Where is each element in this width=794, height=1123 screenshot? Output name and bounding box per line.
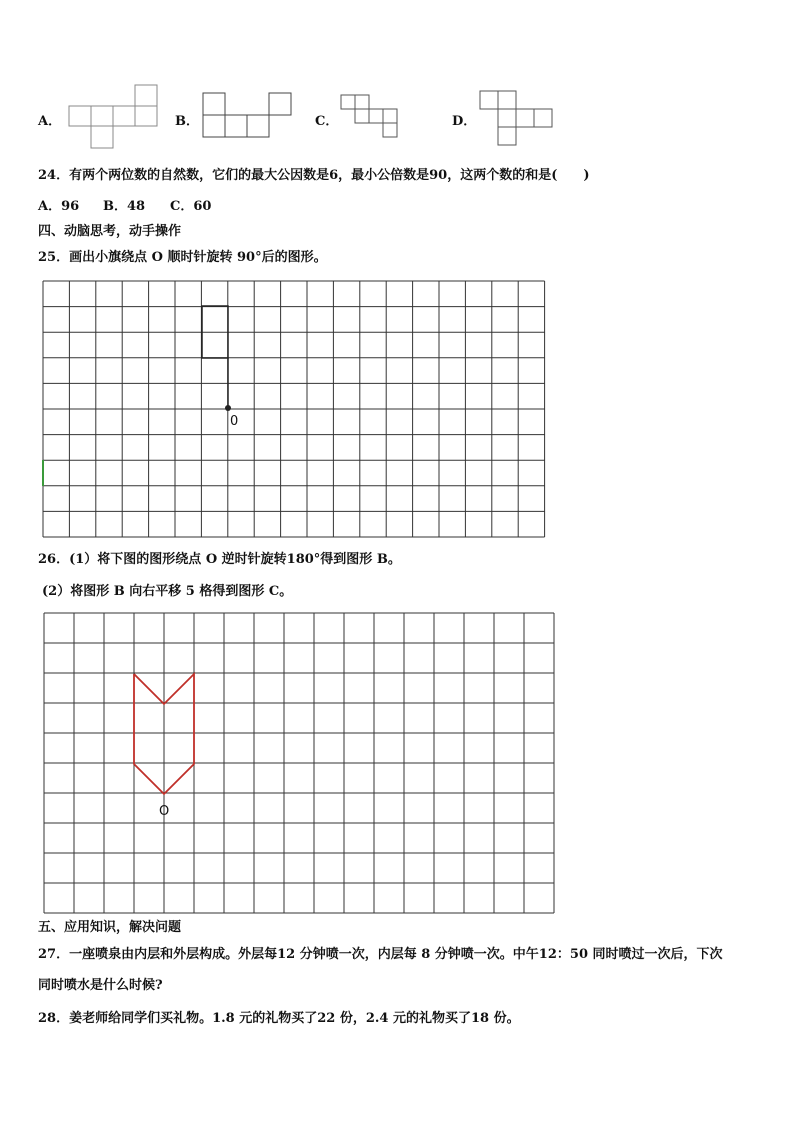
q26-point-label: O bbox=[159, 804, 170, 819]
q24-option-a: A．96 bbox=[38, 199, 80, 214]
q24-option-b: B．48 bbox=[103, 199, 146, 214]
q26-part1: 26．(1）将下图的图形绕点 O 逆时针旋转180°得到图形 B。 bbox=[38, 552, 401, 567]
q26-part2: (2）将图形 B 向右平移 5 格得到图形 C。 bbox=[42, 584, 293, 599]
q24-question: 24．有两个两位数的自然数，它们的最大公因数是6，最小公倍数是90，这两个数的和是( ) bbox=[38, 168, 590, 183]
q28-question: 28．姜老师给同学们买礼物。1.8 元的礼物买了22 份，2.4 元的礼物买了18 份。 bbox=[38, 1011, 520, 1026]
q27-line1: 27．一座喷泉由内层和外层构成。外层每12 分钟喷一次，内层每 8 分钟喷一次。中午12：50 同时喷过一次后，下次 bbox=[38, 947, 723, 962]
q23-option-b-label: B． bbox=[175, 114, 199, 129]
q24-option-c: C．60 bbox=[170, 199, 212, 214]
q23-net-d bbox=[479, 90, 553, 146]
section-5-heading: 五、应用知识，解决问题 bbox=[38, 920, 182, 935]
q23-option-c-label: C． bbox=[315, 114, 339, 129]
q25-question: 25．画出小旗绕点 O 顺时针旋转 90°后的图形。 bbox=[38, 250, 327, 265]
q27-line2: 同时喷水是什么时候? bbox=[38, 978, 163, 993]
q23-option-d-label: D． bbox=[452, 114, 477, 129]
point-o-25 bbox=[225, 405, 231, 411]
q23-net-a bbox=[68, 84, 160, 150]
q23-net-b bbox=[202, 92, 294, 138]
q25-point-label: 0 bbox=[230, 414, 239, 429]
section-4-heading: 四、动脑思考，动手操作 bbox=[38, 224, 182, 239]
q25-grid bbox=[42, 280, 546, 540]
q23-option-a-label: A． bbox=[38, 114, 62, 129]
q26-grid bbox=[43, 612, 559, 916]
q23-net-c bbox=[340, 94, 402, 140]
